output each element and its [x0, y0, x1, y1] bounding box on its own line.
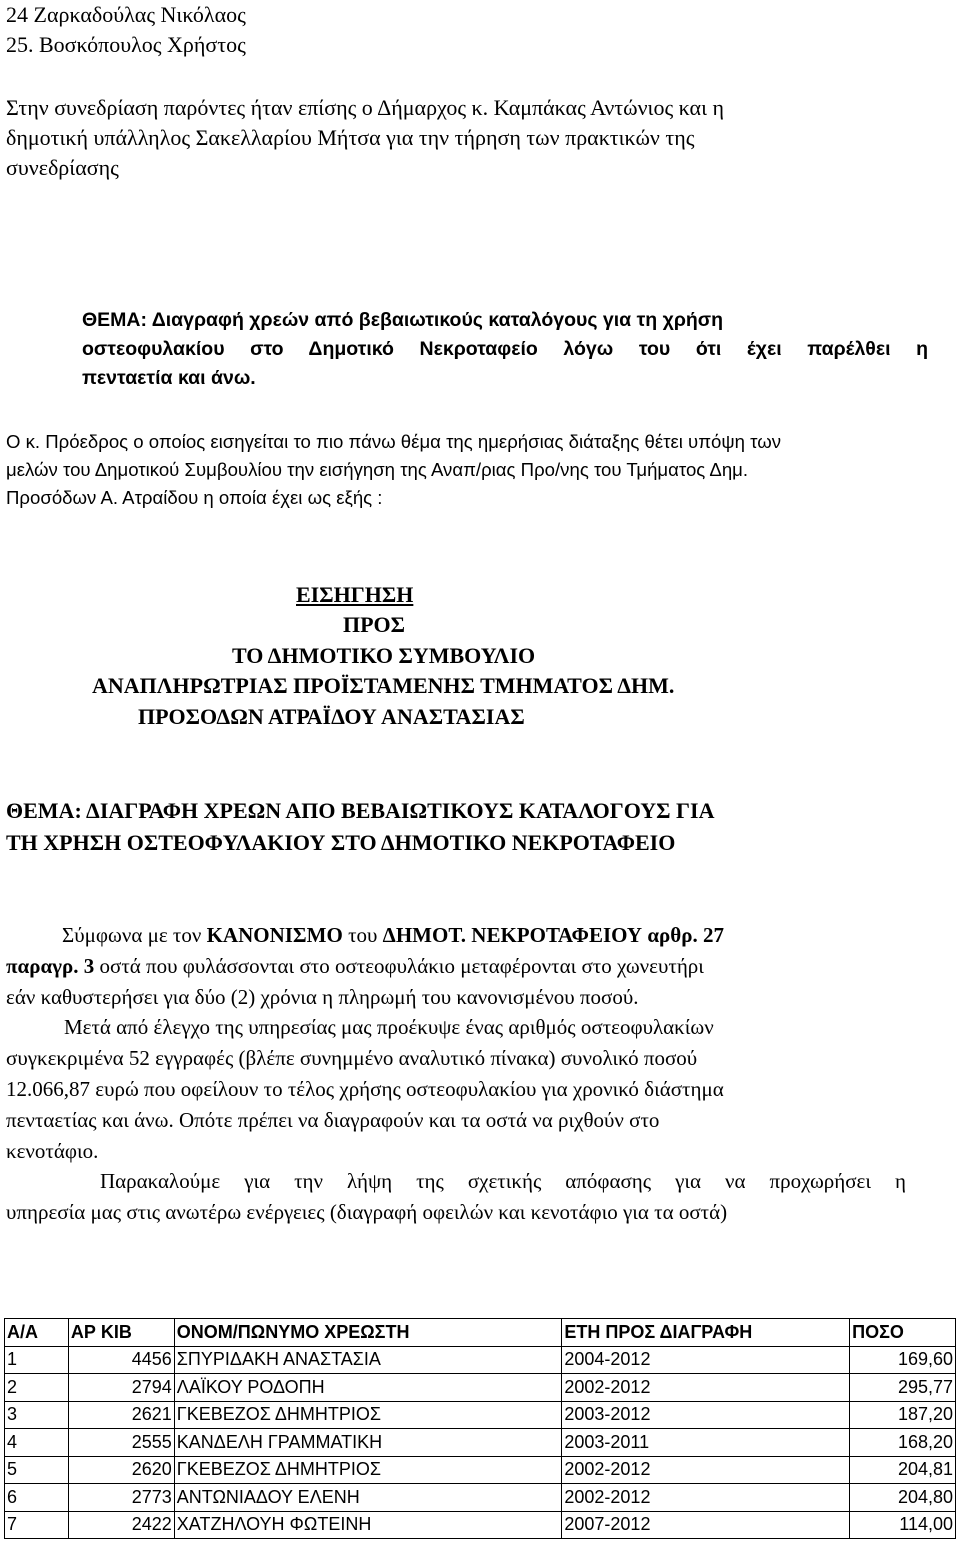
cell-aa: 4 — [5, 1429, 69, 1457]
cell-box-number: 2555 — [68, 1429, 174, 1457]
presence-line: Στην συνεδρίαση παρόντες ήταν επίσης ο Δήμαρχος κ. Καμπάκας Αντώνιος και η — [6, 95, 725, 120]
cell-debtor-name: ΑΝΤΩΝΙΑΔΟΥ ΕΛΕΝΗ — [174, 1484, 562, 1512]
body-line — [6, 920, 906, 951]
subject-heading — [82, 306, 928, 393]
cell-debtor-name: ΓΚΕΒΕΖΟΣ ΔΗΜΗΤΡΙΟΣ — [174, 1456, 562, 1484]
body-line: πενταετίας και άνω. Οπότε πρέπει να διαγραφούν και τα οστά να ριχθούν στο — [6, 1107, 660, 1132]
body-line: Μετά από έλεγχο της υπηρεσίας μας προέκυψε ένας αριθμός οστεοφυλακίων — [64, 1015, 714, 1040]
proposal-body — [6, 920, 906, 1228]
cemetery-ref: ΔΗΜΟΤ. ΝΕΚΡΟΤΑΦΕΙΟΥ αρθρ. — [382, 923, 698, 947]
body-line: υπηρεσία μας στις ανωτέρω ενέργειες (διαγραφή οφειλών και κενοτάφιο για τα οστά) — [6, 1200, 728, 1225]
chairman-line: Ο κ. Πρόεδρος ο οποίος εισηγείται το πιο πάνω θέμα της ημερήσιας διάταξης θέτει υπόψη των — [6, 431, 782, 452]
table-row — [5, 1511, 956, 1539]
cell-debtor-name: ΣΠΥΡΙΔΑΚΗ ΑΝΑΣΤΑΣΙΑ — [174, 1346, 562, 1374]
member-list-item: 24 Ζαρκαδούλας Νικόλαος — [6, 2, 246, 27]
cell-debtor-name: ΚΑΝΔΕΛΗ ΓΡΑΜΜΑΤΙΚΗ — [174, 1429, 562, 1457]
proposal-to: ΠΡΟΣ — [343, 612, 406, 637]
cell-aa: 3 — [5, 1401, 69, 1429]
cell-years: 2002-2012 — [562, 1374, 850, 1402]
cell-box-number: 2794 — [68, 1374, 174, 1402]
header-aa: Α/Α — [5, 1319, 69, 1347]
cell-box-number: 2773 — [68, 1484, 174, 1512]
proposal-author-title: ΑΝΑΠΛΗΡΩΤΡΙΑΣ ΠΡΟΪΣΤΑΜΕΝΗΣ ΤΜΗΜΑΤΟΣ ΔΗΜ. — [92, 673, 675, 698]
body-line: συγκεκριμένα 52 εγγραφές (βλέπε συνημμένο αναλυτικό πίνακα) συνολικό ποσού — [6, 1046, 698, 1071]
proposal-subject-line: ΘΕΜΑ: ΔΙΑΓΡΑΦΗ ΧΡΕΩΝ ΑΠΟ ΒΕΒΑΙΩΤΙΚΟΥΣ ΚΑΤΑΛΟΓΟΥΣ ΓΙΑ — [6, 798, 715, 823]
header-amount: ΠΟΣΟ — [850, 1319, 956, 1347]
table-row — [5, 1401, 956, 1429]
header-debtor-name: ΟΝΟΜ/ΠΩΝΥΜΟ ΧΡΕΩΣΤΗ — [174, 1319, 562, 1347]
cell-amount: 114,00 — [850, 1511, 956, 1539]
cell-debtor-name: ΓΚΕΒΕΖΟΣ ΔΗΜΗΤΡΙΟΣ — [174, 1401, 562, 1429]
table-row — [5, 1374, 956, 1402]
chairman-paragraph — [6, 428, 912, 512]
article-number: 27 — [697, 923, 724, 947]
cell-amount: 168,20 — [850, 1429, 956, 1457]
cell-amount: 295,77 — [850, 1374, 956, 1402]
body-line: Παρακαλούμε για την λήψη της σχετικής απόφασης για να προχωρήσει η — [100, 1169, 906, 1194]
subject-line: οστεοφυλακίου στο Δημοτικό Νεκροταφείο λόγω του ότι έχει παρέλθει η — [82, 338, 928, 360]
table-header-row — [5, 1319, 956, 1347]
cell-box-number: 2422 — [68, 1511, 174, 1539]
cell-box-number: 4456 — [68, 1346, 174, 1374]
cell-box-number: 2620 — [68, 1456, 174, 1484]
presence-line: συνεδρίασης — [6, 155, 119, 180]
proposal-author-name: ΠΡΟΣΟΔΩΝ ΑΤΡΑΪΔΟΥ ΑΝΑΣΤΑΣΙΑΣ — [138, 704, 525, 729]
cell-debtor-name: ΧΑΤΖΗΛΟΥΗ ΦΩΤΕΙΝΗ — [174, 1511, 562, 1539]
debts-table — [4, 1318, 956, 1539]
presence-paragraph — [6, 93, 906, 183]
cell-aa: 2 — [5, 1374, 69, 1402]
cell-years: 2002-2012 — [562, 1456, 850, 1484]
chairman-line: Προσόδων Α. Ατραίδου η οποία έχει ως εξής : — [6, 487, 383, 508]
body-text: του — [342, 923, 383, 947]
paragraph-ref: παραγρ. 3 — [6, 953, 95, 978]
proposal-title: ΕΙΣΗΓΗΣΗ — [296, 582, 414, 607]
header-box-number: ΑΡ ΚΙΒ — [68, 1319, 174, 1347]
cell-amount: 169,60 — [850, 1346, 956, 1374]
table-row — [5, 1346, 956, 1374]
cell-years: 2007-2012 — [562, 1511, 850, 1539]
cell-amount: 187,20 — [850, 1401, 956, 1429]
header-years: ΕΤΗ ΠΡΟΣ ΔΙΑΓΡΑΦΗ — [562, 1319, 850, 1347]
table-row — [5, 1429, 956, 1457]
body-line: 12.066,87 ευρώ που οφείλουν το τέλος χρήσης οστεοφυλακίου για χρονικό διάστημα — [6, 1076, 724, 1101]
cell-years: 2003-2012 — [562, 1401, 850, 1429]
body-line: κενοτάφιο. — [6, 1138, 99, 1163]
cell-aa: 6 — [5, 1484, 69, 1512]
table-row — [5, 1484, 956, 1512]
cell-box-number: 2621 — [68, 1401, 174, 1429]
subject-line: πενταετία και άνω. — [82, 367, 256, 389]
cell-aa: 7 — [5, 1511, 69, 1539]
body-text: Σύμφωνα με τον — [62, 923, 207, 947]
cell-years: 2004-2012 — [562, 1346, 850, 1374]
cell-amount: 204,81 — [850, 1456, 956, 1484]
body-text: οστά που φυλάσσονται στο οστεοφυλάκιο μεταφέρονται στο χωνευτήρι — [94, 953, 704, 978]
table-row — [5, 1456, 956, 1484]
proposal-recipient: ΤΟ ΔΗΜΟΤΙΚΟ ΣΥΜΒΟΥΛΙΟ — [232, 643, 536, 668]
cell-debtor-name: ΛΑΪΚΟΥ ΡΟΔΟΠΗ — [174, 1374, 562, 1402]
proposal-subject — [6, 795, 906, 859]
chairman-line: μελών του Δημοτικού Συμβουλίου την εισήγηση της Αναπ/ριας Προ/νης του Τμήματος Δημ. — [6, 459, 749, 480]
body-line — [6, 951, 906, 982]
subject-line: ΘΕΜΑ: Διαγραφή χρεών από βεβαιωτικούς καταλόγους για τη χρήση — [82, 309, 724, 331]
cell-aa: 5 — [5, 1456, 69, 1484]
cell-amount: 204,80 — [850, 1484, 956, 1512]
proposal-subject-line: ΤΗ ΧΡΗΣΗ ΟΣΤΕΟΦΥΛΑΚΙΟΥ ΣΤΟ ΔΗΜΟΤΙΚΟ ΝΕΚΡΟΤΑΦΕΙΟ — [6, 830, 676, 855]
cell-years: 2002-2012 — [562, 1484, 850, 1512]
cell-years: 2003-2011 — [562, 1429, 850, 1457]
regulation-ref: ΚΑΝΟΝΙΣΜΟ — [206, 923, 343, 947]
member-list — [6, 0, 246, 60]
presence-line: δημοτική υπάλληλος Σακελλαρίου Μήτσα για την τήρηση των πρακτικών της — [6, 125, 695, 150]
member-list-item: 25. Βοσκόπουλος Χρήστος — [6, 32, 246, 57]
body-line: εάν καθυστερήσει για δύο (2) χρόνια η πληρωμή του κανονισμένου ποσού. — [6, 984, 639, 1009]
cell-aa: 1 — [5, 1346, 69, 1374]
